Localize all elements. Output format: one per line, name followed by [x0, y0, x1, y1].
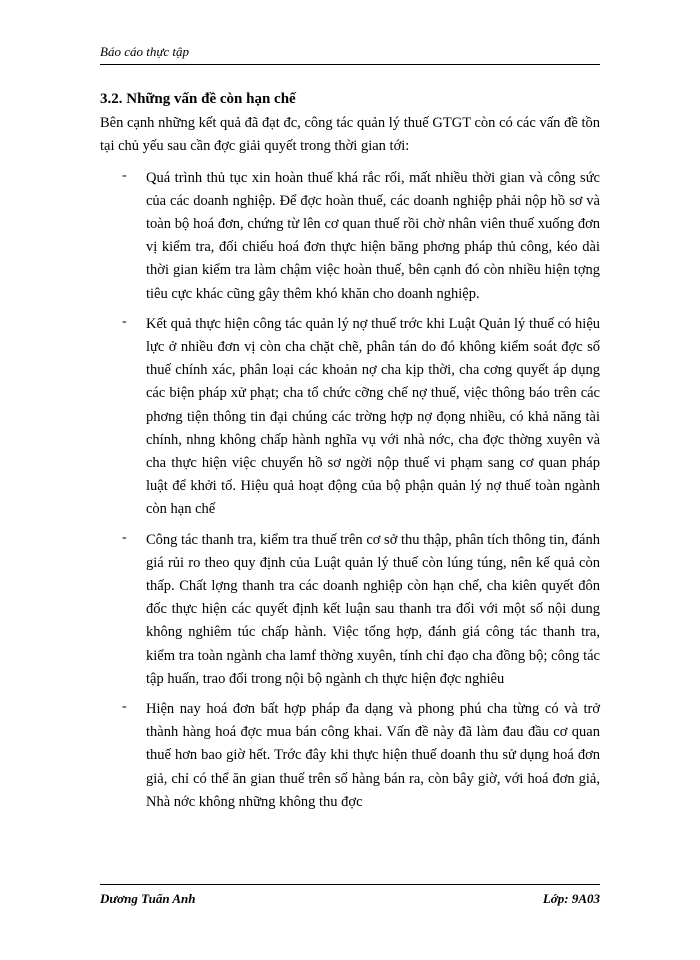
- bullet-dash: -: [122, 529, 127, 545]
- list-item: [100, 313, 600, 522]
- list-item-text: Quá trình thủ tục xin hoàn thuế khá rắc rối, mất nhiều thời gian và công sức của các doanh nghiệp. Để đợc hoàn thuế, các doanh nghiệp phải nộp hồ sơ và toàn bộ hoá đơn, chứng từ lên cơ quan thuế rồi chờ nhân viên thuế xuống đơn vị kiểm tra, đối chiếu hoá đơn thực hiện băng phơng pháp thủ công, kéo dài thời gian kiểm tra làm chậm việc hoàn thuế, bên cạnh đó còn nhiều hiện tợng tiêu cực khác cũng gây thêm khó khăn cho doanh nghiệp.: [146, 169, 600, 302]
- bullet-dash: -: [122, 313, 127, 329]
- page-footer: [100, 884, 600, 907]
- bullet-dash: -: [122, 167, 127, 183]
- section-title: 3.2. Những vấn đề còn hạn chế: [100, 91, 296, 107]
- footer-author: Dương Tuấn Anh: [100, 891, 196, 906]
- list-item-text: Kết quả thực hiện công tác quản lý nợ thuế trớc khi Luật Quản lý thuế có hiệu lực ở nhiều đơn vị còn cha chặt chẽ, phân tán do đó không kiểm soát đợc số thuế chính xác, phân loại các khoản nợ cha kịp thời, cha cơng quyết áp dụng các biện pháp xử phạt; cha tổ chức cỡng chế nợ thuế, việc thông báo trên các phơng tiện thông tin đại chúng các trờng hợp nợ đọng nhiều, có khả năng tài chính, nhng không chấp hành nghĩa vụ với nhà nớc, cha đợc thờng xuyên và cha thực hiện việc chuyển hồ sơ ngời nộp thuế vi phạm sang cơ quan pháp luật để khởi tố. Hiệu quả hoạt động của bộ phận quản lý nợ thuế toàn ngành còn hạn chế: [146, 315, 600, 518]
- list-item: [100, 167, 600, 306]
- issue-list: [100, 167, 600, 814]
- list-item-text: Hiện nay hoá đơn bất hợp pháp đa dạng và phong phú cha từng có và trở thành hàng hoá đợc mua bán công khai. Vấn đề này đã làm đau đầu cơ quan thuế hơn bao giờ hết. Trớc đây khi thực hiện thuế doanh thu sử dụng hoá đơn giả, chỉ có thể ăn gian thuế trên số hàng bán ra, còn bây giờ, với hoá đơn giả, Nhà nớc không những không thu đợc: [146, 701, 600, 810]
- list-item: [100, 529, 600, 691]
- list-item: [100, 698, 600, 814]
- list-item-text: Công tác thanh tra, kiểm tra thuế trên cơ sở thu thập, phân tích thông tin, đánh giá rủi ro theo quy định của Luật quản lý thuế còn lúng túng, nên kế quả còn thấp. Chất lợng thanh tra các doanh nghiệp còn hạn chế, cha kiên quyết đôn đốc thực hiện các quyết định kết luận sau thanh tra đối với một số nội dung không nghiêm túc chấp hành. Việc tổng hợp, đánh giá công tác thanh tra, kiểm tra toàn ngành cha lamf thờng xuyên, tính chỉ đạo cha đồng bộ; công tác tập huấn, trao đổi trong nội bộ ngành ch thực hiện đợc nghiêu: [146, 531, 600, 687]
- bullet-dash: -: [122, 699, 127, 715]
- footer-class: Lớp: 9A03: [542, 891, 600, 906]
- document-body: [100, 88, 600, 821]
- intro-paragraph: Bên cạnh những kết quả đã đạt đc, công tác quản lý thuế GTGT còn có các vấn đề tồn tại chủ yếu sau cần đợc giải quyết trong thời gian tới:: [100, 115, 600, 155]
- page-header: [100, 44, 600, 65]
- header-title: Báo cáo thực tập: [100, 44, 190, 59]
